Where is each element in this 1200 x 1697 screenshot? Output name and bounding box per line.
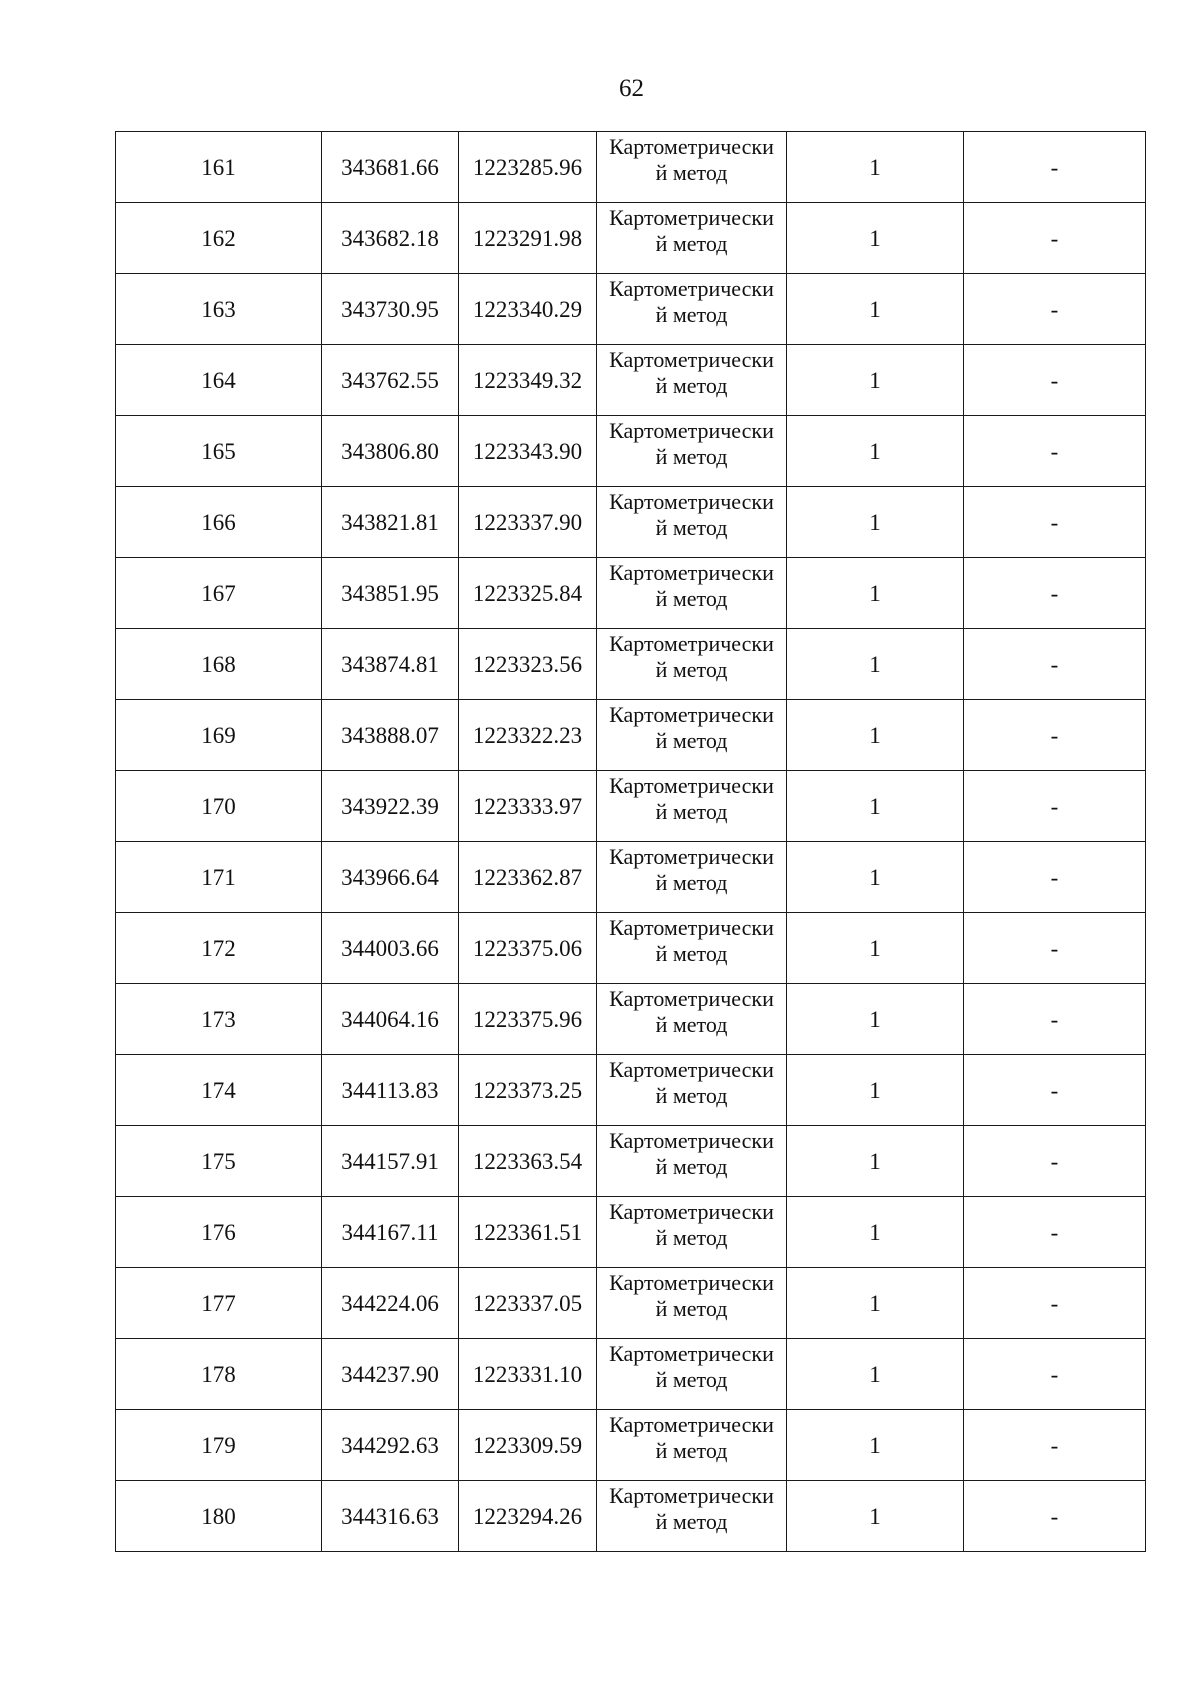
x-coordinate-cell: 343730.95	[322, 274, 459, 345]
table-row	[116, 274, 1146, 345]
table-row	[116, 1055, 1146, 1126]
table-row	[116, 132, 1146, 203]
y-coordinate-cell: 1223343.90	[459, 416, 597, 487]
y-coordinate-cell: 1223337.90	[459, 487, 597, 558]
method-cell	[597, 1197, 787, 1268]
accuracy-cell: 1	[787, 487, 964, 558]
point-number-cell: 161	[116, 132, 322, 203]
accuracy-cell: 1	[787, 771, 964, 842]
description-cell: -	[964, 913, 1146, 984]
table-row	[116, 1481, 1146, 1552]
description-cell: -	[964, 1126, 1146, 1197]
description-cell: -	[964, 274, 1146, 345]
method-line-1: Картометрически	[609, 1057, 774, 1082]
point-number-cell: 166	[116, 487, 322, 558]
y-coordinate-cell: 1223362.87	[459, 842, 597, 913]
table-row	[116, 487, 1146, 558]
accuracy-cell: 1	[787, 416, 964, 487]
description-cell: -	[964, 487, 1146, 558]
table-row	[116, 1339, 1146, 1410]
x-coordinate-cell: 343682.18	[322, 203, 459, 274]
point-number-cell: 174	[116, 1055, 322, 1126]
x-coordinate-cell: 343874.81	[322, 629, 459, 700]
coordinates-table-body	[116, 132, 1146, 1552]
accuracy-cell: 1	[787, 984, 964, 1055]
method-line-1: Картометрически	[609, 1341, 774, 1366]
accuracy-cell: 1	[787, 1410, 964, 1481]
method-cell	[597, 1126, 787, 1197]
point-number-cell: 178	[116, 1339, 322, 1410]
x-coordinate-cell: 343888.07	[322, 700, 459, 771]
method-line-2: й метод	[655, 1083, 728, 1108]
method-cell	[597, 132, 787, 203]
x-coordinate-cell: 343966.64	[322, 842, 459, 913]
y-coordinate-cell: 1223337.05	[459, 1268, 597, 1339]
page-number: 62	[619, 75, 644, 102]
point-number-cell: 168	[116, 629, 322, 700]
method-line-2: й метод	[655, 941, 728, 966]
x-coordinate-cell: 343762.55	[322, 345, 459, 416]
method-cell	[597, 274, 787, 345]
description-cell: -	[964, 1339, 1146, 1410]
method-cell	[597, 345, 787, 416]
x-coordinate-cell: 343821.81	[322, 487, 459, 558]
method-line-1: Картометрически	[609, 844, 774, 869]
point-number-cell: 170	[116, 771, 322, 842]
point-number-cell: 179	[116, 1410, 322, 1481]
x-coordinate-cell: 344237.90	[322, 1339, 459, 1410]
table-row	[116, 416, 1146, 487]
method-line-2: й метод	[655, 373, 728, 398]
table-row	[116, 345, 1146, 416]
description-cell: -	[964, 203, 1146, 274]
accuracy-cell: 1	[787, 1055, 964, 1126]
method-line-2: й метод	[655, 231, 728, 256]
table-row	[116, 1268, 1146, 1339]
description-cell: -	[964, 416, 1146, 487]
description-cell: -	[964, 345, 1146, 416]
y-coordinate-cell: 1223331.10	[459, 1339, 597, 1410]
description-cell: -	[964, 1197, 1146, 1268]
accuracy-cell: 1	[787, 345, 964, 416]
point-number-cell: 167	[116, 558, 322, 629]
description-cell: -	[964, 984, 1146, 1055]
accuracy-cell: 1	[787, 1481, 964, 1552]
method-line-1: Картометрически	[609, 347, 774, 372]
table-row	[116, 913, 1146, 984]
method-line-1: Картометрически	[609, 134, 774, 159]
method-line-2: й метод	[655, 1225, 728, 1250]
y-coordinate-cell: 1223333.97	[459, 771, 597, 842]
accuracy-cell: 1	[787, 558, 964, 629]
y-coordinate-cell: 1223309.59	[459, 1410, 597, 1481]
table-row	[116, 771, 1146, 842]
method-cell	[597, 629, 787, 700]
point-number-cell: 172	[116, 913, 322, 984]
method-line-1: Картометрически	[609, 631, 774, 656]
table-row	[116, 1197, 1146, 1268]
method-cell	[597, 1268, 787, 1339]
accuracy-cell: 1	[787, 1339, 964, 1410]
accuracy-cell: 1	[787, 1126, 964, 1197]
x-coordinate-cell: 343922.39	[322, 771, 459, 842]
method-line-1: Картометрически	[609, 1412, 774, 1437]
x-coordinate-cell: 343681.66	[322, 132, 459, 203]
y-coordinate-cell: 1223363.54	[459, 1126, 597, 1197]
point-number-cell: 169	[116, 700, 322, 771]
y-coordinate-cell: 1223322.23	[459, 700, 597, 771]
method-line-1: Картометрически	[609, 1270, 774, 1295]
coordinates-table	[115, 131, 1146, 1552]
method-line-2: й метод	[655, 160, 728, 185]
accuracy-cell: 1	[787, 274, 964, 345]
method-line-2: й метод	[655, 870, 728, 895]
y-coordinate-cell: 1223323.56	[459, 629, 597, 700]
table-row	[116, 1410, 1146, 1481]
table-row	[116, 700, 1146, 771]
method-line-2: й метод	[655, 1438, 728, 1463]
y-coordinate-cell: 1223285.96	[459, 132, 597, 203]
method-cell	[597, 1055, 787, 1126]
method-line-1: Картометрически	[609, 1128, 774, 1153]
table-row	[116, 203, 1146, 274]
method-cell	[597, 558, 787, 629]
description-cell: -	[964, 1268, 1146, 1339]
method-cell	[597, 203, 787, 274]
table-row	[116, 629, 1146, 700]
table-row	[116, 984, 1146, 1055]
method-cell	[597, 842, 787, 913]
method-line-2: й метод	[655, 444, 728, 469]
description-cell: -	[964, 1481, 1146, 1552]
method-line-2: й метод	[655, 1367, 728, 1392]
method-line-2: й метод	[655, 799, 728, 824]
table-row	[116, 558, 1146, 629]
point-number-cell: 163	[116, 274, 322, 345]
table-row	[116, 842, 1146, 913]
x-coordinate-cell: 344157.91	[322, 1126, 459, 1197]
point-number-cell: 171	[116, 842, 322, 913]
y-coordinate-cell: 1223375.06	[459, 913, 597, 984]
description-cell: -	[964, 132, 1146, 203]
method-line-2: й метод	[655, 586, 728, 611]
point-number-cell: 177	[116, 1268, 322, 1339]
y-coordinate-cell: 1223349.32	[459, 345, 597, 416]
accuracy-cell: 1	[787, 913, 964, 984]
method-cell	[597, 700, 787, 771]
x-coordinate-cell: 343851.95	[322, 558, 459, 629]
method-line-1: Картометрически	[609, 205, 774, 230]
method-line-2: й метод	[655, 302, 728, 327]
point-number-cell: 175	[116, 1126, 322, 1197]
point-number-cell: 165	[116, 416, 322, 487]
point-number-cell: 180	[116, 1481, 322, 1552]
x-coordinate-cell: 344113.83	[322, 1055, 459, 1126]
method-line-1: Картометрически	[609, 915, 774, 940]
point-number-cell: 173	[116, 984, 322, 1055]
method-cell	[597, 1481, 787, 1552]
x-coordinate-cell: 344316.63	[322, 1481, 459, 1552]
x-coordinate-cell: 343806.80	[322, 416, 459, 487]
accuracy-cell: 1	[787, 203, 964, 274]
method-line-2: й метод	[655, 728, 728, 753]
method-line-1: Картометрически	[609, 1199, 774, 1224]
point-number-cell: 164	[116, 345, 322, 416]
method-cell	[597, 913, 787, 984]
y-coordinate-cell: 1223373.25	[459, 1055, 597, 1126]
description-cell: -	[964, 1410, 1146, 1481]
x-coordinate-cell: 344167.11	[322, 1197, 459, 1268]
description-cell: -	[964, 629, 1146, 700]
x-coordinate-cell: 344224.06	[322, 1268, 459, 1339]
method-cell	[597, 771, 787, 842]
method-line-1: Картометрически	[609, 418, 774, 443]
y-coordinate-cell: 1223375.96	[459, 984, 597, 1055]
accuracy-cell: 1	[787, 1197, 964, 1268]
x-coordinate-cell: 344003.66	[322, 913, 459, 984]
point-number-cell: 176	[116, 1197, 322, 1268]
description-cell: -	[964, 558, 1146, 629]
method-line-2: й метод	[655, 1012, 728, 1037]
method-line-2: й метод	[655, 657, 728, 682]
method-cell	[597, 1410, 787, 1481]
method-line-2: й метод	[655, 1154, 728, 1179]
y-coordinate-cell: 1223291.98	[459, 203, 597, 274]
method-line-1: Картометрически	[609, 560, 774, 585]
method-cell	[597, 416, 787, 487]
accuracy-cell: 1	[787, 629, 964, 700]
method-line-2: й метод	[655, 1296, 728, 1321]
method-line-1: Картометрически	[609, 1483, 774, 1508]
description-cell: -	[964, 771, 1146, 842]
accuracy-cell: 1	[787, 700, 964, 771]
y-coordinate-cell: 1223294.26	[459, 1481, 597, 1552]
accuracy-cell: 1	[787, 132, 964, 203]
method-line-1: Картометрически	[609, 986, 774, 1011]
point-number-cell: 162	[116, 203, 322, 274]
method-line-2: й метод	[655, 1509, 728, 1534]
method-line-1: Картометрически	[609, 773, 774, 798]
x-coordinate-cell: 344064.16	[322, 984, 459, 1055]
method-cell	[597, 1339, 787, 1410]
y-coordinate-cell: 1223325.84	[459, 558, 597, 629]
method-line-1: Картометрически	[609, 276, 774, 301]
accuracy-cell: 1	[787, 1268, 964, 1339]
description-cell: -	[964, 700, 1146, 771]
method-cell	[597, 984, 787, 1055]
description-cell: -	[964, 1055, 1146, 1126]
description-cell: -	[964, 842, 1146, 913]
method-cell	[597, 487, 787, 558]
table-row	[116, 1126, 1146, 1197]
y-coordinate-cell: 1223340.29	[459, 274, 597, 345]
method-line-2: й метод	[655, 515, 728, 540]
accuracy-cell: 1	[787, 842, 964, 913]
method-line-1: Картометрически	[609, 702, 774, 727]
x-coordinate-cell: 344292.63	[322, 1410, 459, 1481]
y-coordinate-cell: 1223361.51	[459, 1197, 597, 1268]
method-line-1: Картометрически	[609, 489, 774, 514]
